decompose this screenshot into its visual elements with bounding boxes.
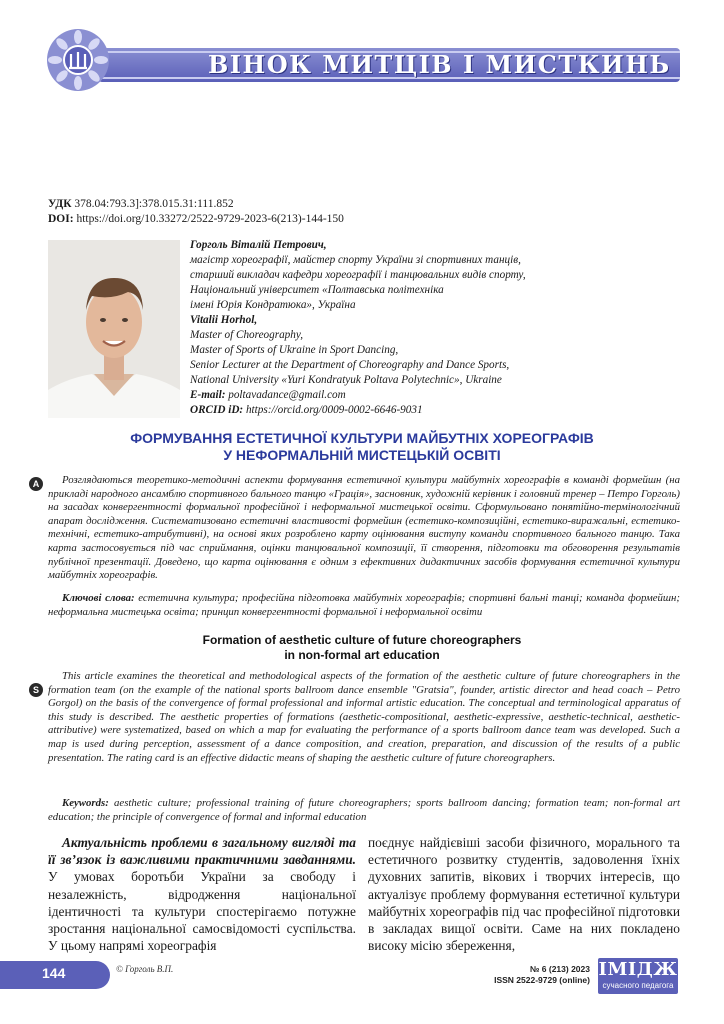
journal-banner bbox=[58, 40, 680, 90]
section-heading: Актуальність проблеми в загальному вигляді та її зв’язок із важливими практичними завданнями. bbox=[48, 835, 356, 868]
section-title: ВІНОК МИТЦІВ І МИСТКИНЬ bbox=[208, 50, 671, 79]
keywords-ua: Ключові слова: естетична культура; професійна підготовка майбутніх хореографів; спортивні бальні танці; команда формейшн; неформальна мистецька освіта; принцип конвергентності формальної і неформальної освіти bbox=[48, 592, 681, 618]
author-detail: National University «Yuri Kondratyuk Poltava Polytechnic», Ukraine bbox=[190, 374, 502, 386]
udk-code: 378.04:793.3]:378.015.31:111.852 bbox=[74, 198, 234, 210]
author-detail: магістр хореографії, майстер спорту України зі спортивних танців, bbox=[190, 254, 521, 266]
page-number: 144 bbox=[42, 965, 66, 981]
author-detail: старший викладач кафедри хореографії і танцювальних видів спорту, bbox=[190, 269, 526, 281]
author-orcid[interactable]: https://orcid.org/0009-0002-6646-9031 bbox=[245, 404, 423, 416]
journal-logo-name: ІМІДЖ bbox=[598, 959, 678, 980]
author-info: Горголь Віталій Петрович, магістр хореографії, майстер спорту України зі спортивних танців, старший викладач кафедри хореографії і танцювальних видів спорту, Національний університет «Полтавська політехніка імені Юрія Кондратюка», Україна Vitalii Horhol, Master of Choreography, Master of Sports of Ukraine in Sport Dancing, Senior Lecturer at the Department of Choreography and Dance Sports, National University «Yuri Kondratyuk Poltava Polytechnic», Ukraine E-mail: poltavadance@gmail.com ORCID iD: https://orcid.org/0009-0002-6646-9031 bbox=[190, 238, 690, 418]
abstract-en: This article examines the theoretical and methodological aspects of the formation of the aesthetic culture of future choreographers in the formation team (on the example of the national sports ballroom dance ensemble "Gratsia", founder, artistic director and head coach – Petro Gorgol) on the basis of the convergence of formal professional and informal artistic education. The conceptual and terminological apparatus of this study is described. The aesthetic properties of formations (aesthetic-compositional, aesthetic-expressive, aesthetic-technical, aesthetic-attributive) were systematized, based on which a map for evaluating the performance of a sports ballroom dance team was developed. Such a map is used during perception, assessment of a dance composition, and creation, preparation, and discussion of the results of a public presentation. The rating card is an effective didactic means of shaping the aesthetic culture of future choreographers. bbox=[48, 670, 680, 764]
author-detail: Master of Sports of Ukraine in Sport Dancing, bbox=[190, 344, 399, 356]
article-title-en: Formation of aesthetic culture of future choreographers in non-formal art education bbox=[202, 633, 522, 662]
copyright: © Горголь В.П. bbox=[116, 964, 174, 974]
abstract-marker-ua: A bbox=[29, 477, 43, 491]
article-title-ua: ФОРМУВАННЯ ЕСТЕТИЧНОЇ КУЛЬТУРИ МАЙБУТНІХ ХОРЕОГРАФІВ У НЕФОРМАЛЬНІЙ МИСТЕЦЬКІЙ ОСВІТІ bbox=[130, 430, 594, 463]
journal-logo bbox=[598, 958, 678, 994]
author-email[interactable]: poltavadance@gmail.com bbox=[228, 389, 346, 401]
author-portrait bbox=[48, 240, 180, 418]
keywords-en: Keywords: aesthetic culture; professional training of future choreographers; sports ballroom dancing; formation team; non-formal art education; the principle of convergence of formal and informal education bbox=[48, 797, 681, 823]
author-detail: імені Юрія Кондратюка», Україна bbox=[190, 299, 356, 311]
body-column-left: Актуальність проблеми в загальному вигляді та її зв’язок із важливими практичними завданнями. У умовах боротьби України за свободу і незалежність, відродження національної ідентичності та культури спостерігаємо потужне зростання національної самосвідомості суспільства. У цьому напрямі хореографія bbox=[48, 835, 356, 954]
author-name-en: Vitalii Horhol, bbox=[190, 314, 258, 326]
citation-block: УДК 378.04:793.3]:378.015.31:111.852 DOI: https://doi.org/10.33272/2522-9729-2023-6(213)-144-150 bbox=[48, 198, 344, 225]
doi-link[interactable]: https://doi.org/10.33272/2522-9729-2023-6(213)-144-150 bbox=[76, 213, 344, 225]
body-column-right: поєднує найдієвіші засоби фізичного, морального та естетичного розвитку студентів, задоволення їхніх духовних запитів, вікових і творчих інтересів, що актуалізує проблему формування естетичної культури майбутніх хореографів під час професійної підготовки в закладах вищої освіти. Саме на них покладено високу місію збереження, bbox=[368, 835, 680, 954]
abstract-ua: Розглядаються теоретико-методичні аспекти формування естетичної культури майбутніх хореографів в команді формейшн (на прикладі народного ансамблю спортивного бального танцю «Грація», засновник, художній керівник і головний тренер – Петро Горголь) на засадах конвергентності формальної професійної і неформальної мистецької освіти. Сформульовано понятійно-термінологічний апарат дослідження. Систематизовано естетичні властивості формейшн (естетико-композиційні, естетико-виражальні, естетико-технічні, естетико-атрибутивні), на основі яких розроблено карту оцінювання виступу команди спортивного бального танцю. Така карта застосовується під час сприймання, оцінки танцювальної композиції, її створення, підготовки та обговорення результатів публічної презентації. Доведено, що карта оцінювання є одним з ефективних дидактичних засобів формування естетичної культури майбутніх хореографів. bbox=[48, 474, 680, 582]
author-detail: Senior Lecturer at the Department of Choreography and Dance Sports, bbox=[190, 359, 510, 371]
issue-info: № 6 (213) 2023 ISSN 2522-9729 (online) bbox=[494, 964, 590, 985]
abstract-marker-en: S bbox=[29, 683, 43, 697]
author-detail: Національний університет «Полтавська політехніка bbox=[190, 284, 444, 296]
author-name-ua: Горголь Віталій Петрович, bbox=[190, 239, 327, 251]
publisher-emblem-icon bbox=[46, 28, 110, 92]
journal-logo-subtitle: сучасного педагога bbox=[602, 981, 674, 990]
author-detail: Master of Choreography, bbox=[190, 329, 304, 341]
